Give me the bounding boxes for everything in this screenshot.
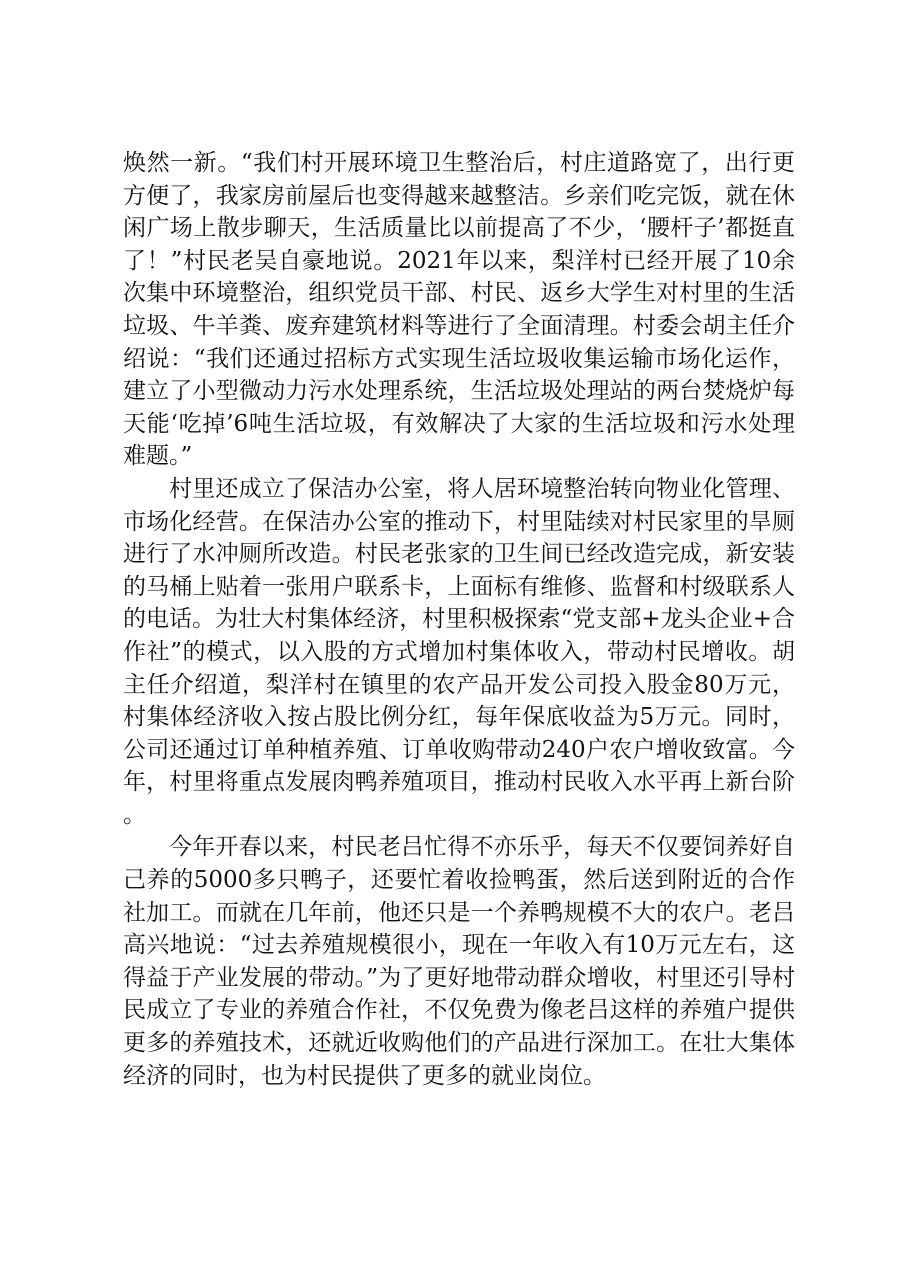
paragraph-cleaning-office: 村里还成立了保洁办公室，将人居环境整治转向物业化管理、市场化经营。在保洁办公室的推动下，村里陆续对村民家里的旱厕进行了水冲厕所改造。村民老张家的卫生间已经改造完成，新安装的马桶上贴着一张用户联系卡，上面标有维修、监督和村级联系人的电话。为壮大村集体经济，村里积极探索“党支部+龙头企业+合作社”的模式，以入股的方式增加村集体收入，带动村民增收。胡主任介绍道，梨洋村在镇里的农产品开发公司投入股金80万元，村集体经济收入按占股比例分红，每年保底收益为5万元。同时，公司还通过订单种植养殖、订单收购带动240户农户增收致富。今年，村里将重点发展肉鸭养殖项目，推动村民收入水平再上新台阶。 <box>123 475 795 828</box>
article-body <box>123 147 795 1092</box>
paragraph-environment-cleanup: 焕然一新。“我们村开展环境卫生整治后，村庄道路宽了，出行更方便了，我家房前屋后也变得越来越整洁。乡亲们吃完饭，就在休闲广场上散步聊天，生活质量比以前提高了不少，‘腰杆子’都挺直了！”村民老吴自豪地说。2021年以来，梨洋村已经开展了10余次集中环境整治，组织党员干部、村民、返乡大学生对村里的生活垃圾、牛羊粪、废弃建筑材料等进行了全面清理。村委会胡主任介绍说：“我们还通过招标方式实现生活垃圾收集运输市场化运作，建立了小型微动力污水处理系统，生活垃圾处理站的两台焚烧炉每天能‘吃掉’6吨生活垃圾，有效解决了大家的生活垃圾和污水处理难题。” <box>123 150 795 470</box>
paragraph-duck-farming: 今年开春以来，村民老吕忙得不亦乐乎，每天不仅要饲养好自己养的5000多只鸭子，还要忙着收捡鸭蛋，然后送到附近的合作社加工。而就在几年前，他还只是一个养鸭规模不大的农户。老吕高兴地说：“过去养殖规模很小，现在一年收入有10万元左右，这得益于产业发展的带动。”为了更好地带动群众增收，村里还引导村民成立了专业的养殖合作社，不仅免费为像老吕这样的养殖户提供更多的养殖技术，还就近收购他们的产品进行深加工。在壮大集体经济的同时，也为村民提供了更多的就业岗位。 <box>123 834 795 1089</box>
